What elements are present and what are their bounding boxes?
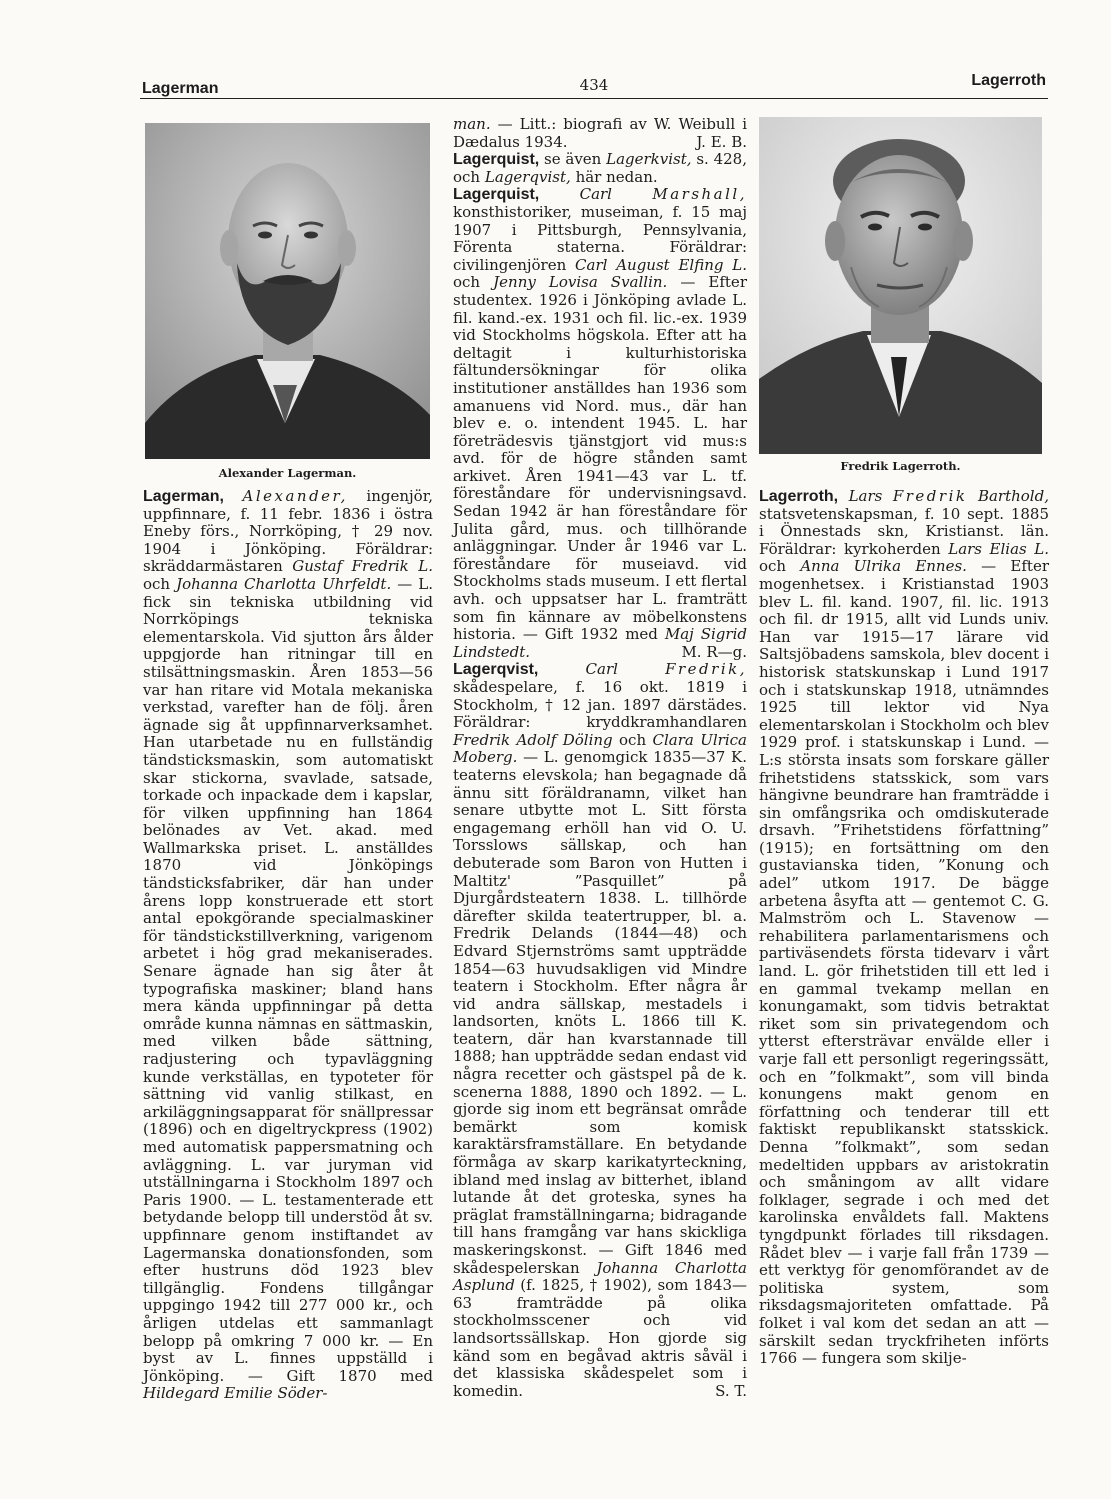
entry-text: s. 428, och [453, 150, 747, 186]
entry-text: här nedan. [570, 167, 658, 186]
entry-lagerroth-fredrik [759, 488, 1049, 1368]
running-head-right: Lagerroth [971, 72, 1046, 89]
portrait-image [759, 117, 1042, 454]
headword: Lagerman, [143, 488, 224, 505]
headword: Lagerroth, [759, 488, 839, 505]
headword: Lagerqvist, [453, 661, 539, 679]
portrait-fredrik-lagerroth [759, 117, 1042, 454]
entry-text-italic: Lagerkvist, [606, 150, 692, 169]
entry-text: (f. 1825, † 1902), som 1843—63 framträdde på olika stockholmsscener och vid landsortssällskap. Hon gjorde sig känd som en begåvad aktris såväl i det klassiska skådespelet som i komedin. [453, 1276, 747, 1400]
text-column-left [143, 488, 433, 1403]
author-signature: S. T. [715, 1381, 747, 1400]
given-name: Carl [585, 660, 618, 679]
entry-text-italic: Hildegard Emilie Söder- [143, 1384, 328, 1403]
entry-text: och [143, 574, 177, 593]
text-column-right [759, 488, 1049, 1368]
entry-text-italic: Anna Ulrika Ennes. [800, 557, 967, 576]
entry-text: — Efter studentex. 1926 i Jönköping avlade L. fil. kand.-ex. 1931 och fil. lic.-ex. 1939 vid Stockholms högskola. Efter att ha deltagit i kulturhistoriska fältundersökningar för olika institutioner anställdes han 1936 som amanuens vid Nord. mus., där han blev e. o. intendent 1945. L. har företrädesvis tjänstgjort vid mus:s avd. för de högre stånden samt arkivet. Åren 1941—43 var L. tf. föreståndare för undervisningsavd. Sedan 1942 är han föreståndare för Julita gård, mus. och tillhörande anläggningar. Under år 1946 var L. föreståndare för museiavd. vid Stockholms stads museum. I ett flertal avh. och uppsatser har L. framträtt som fin kännare av möbelkonstens historia. — Gift 1932 med [453, 273, 747, 644]
entry-text-italic: Jenny Lovisa Svallin. [493, 273, 668, 292]
entry-text-italic: man. [453, 115, 491, 133]
entry-text: — L. fick sin tekniska utbildning vid Norrköpings tekniska elementarskola. Vid sjutton års ålder uppgjorde han ritningar till en stilsättningsmaskin. Åren 1853—56 var han ritare vid Motala mekaniska verkstad, varefter han de följ. åren ägnade sig åt uppfinnarverksamhet. Han utarbetade nu en fullständig tändsticksmaskin, som automatiskt skar stickorna, svavlade, satsade, torkade och inpackade dem i kapslar, för vilken uppfinning han 1864 belönades av Vet. akad. med Wallmarkska priset. L. anställdes 1870 vid Jönköpings tändsticksfabriker, där han under årens lopp konstruerade ett stort antal epokgörande specialmaskiner för tändstickstillverkning, varigenom arbetet i hög grad mekaniserades. Senare ägnade han sig åter åt typografiska maskiner; bland hans mera kända uppfinningar på detta område kunna nämnas en sättmaskin, med vilken både sättning, radjustering och typavläggning kunde verkställas, en typoteter för sättning vid vanlig stilkast, en arkiläggningsapparat för snällpressar (1896) och en digeltryckpress (1902) med automatisk pappersmatning och avläggning. L. var juryman vid utställningarna i Stockholm 1897 och Paris 1900. — L. testamenterade ett betydande belopp till understöd åt sv. uppfinnare genom instiftandet av Lagermanska donationsfonden, som efter hustruns död 1923 blev tillgänglig. Fondens tillgångar uppgingo 1942 till 277 000 kr., och årligen utdelas ett sammanlagt belopp på omkring 7 000 kr. — En byst av L. finnes uppställd i Jönköping. — Gift 1870 med [143, 574, 433, 1385]
caption-fredrik-lagerroth: Fredrik Lagerroth. [840, 459, 961, 473]
page-header [140, 68, 1048, 99]
text-column-middle [453, 116, 747, 1400]
entry-lagerman-continued [453, 116, 747, 151]
entry-text-italic: Gustaf Fredrik L. [292, 557, 434, 576]
given-name: Carl [579, 185, 612, 204]
entry-text: skådespelare, f. 16 okt. 1819 i Stockholm, † 12 jan. 1897 därstädes. Föräldrar: kryddkramhandlaren [453, 678, 747, 732]
entry-text: statsvetenskapsman, f. 10 sept. 1885 i Önnestads skn, Kristianst. län. Föräldrar: kyrkoherden [759, 504, 1049, 558]
entry-lagerqvist-carl-fredrik [453, 661, 747, 1400]
caption-alexander-lagerman: Alexander Lagerman. [218, 466, 357, 480]
author-signature: M. R—g. [681, 642, 747, 661]
entry-text: och [612, 730, 653, 749]
entry-text: — Litt.: biografi av W. Weibull i Dædalus 1934. [453, 115, 747, 151]
entry-text: och [759, 557, 801, 576]
entry-text: ingenjör, uppfinnare, f. 11 febr. 1836 i östra Eneby förs., Norrköping, † 29 nov. 1904 i Jönköping. Föräldrar: skräddarmästaren [143, 487, 433, 576]
entry-text: se även [539, 150, 607, 169]
entry-text-italic: Johanna Charlotta Asplund [453, 1258, 747, 1295]
entry-text-italic: Johanna Charlotta Uhrfeldt. [176, 574, 392, 593]
portrait-image [145, 123, 430, 459]
entry-text-italic: Clara Ulrica Moberg. [453, 730, 747, 767]
entry-lagerquist-carl-marshall [453, 186, 747, 661]
entry-text: konsthistoriker, museiman, f. 15 maj 1907 i Pittsburgh, Pennsylvania, Förenta staterna. Föräldrar: civilingenjören [453, 202, 747, 274]
headword: Lagerquist, [453, 151, 540, 169]
running-head-left: Lagerman [142, 80, 219, 97]
given-name: Lars [848, 487, 883, 505]
entry-text: — L. genomgick 1835—37 K. teaterns elevskola; han begagnade då ännu sitt föräldranamn, vilket han senare utbytte mot L. Sitt första engagemang erhöll han vid O. U. Torsslows sällskap, och han debuterade som Baron von Hutten i Maltitz' ”Pasquillet” på Djurgårdsteatern 1838. L. tillhörde därefter skilda teatertrupper, bl. a. Fredrik Delands (1844—48) och Edvard Stjernströms samt uppträdde 1854—63 huvudsakligen vid Mindre teatern i Stockholm. Efter några år vid andra sällskap, mestadels i landsorten, knöts L. 1866 till K. teatern, där han kvarstannade till 1888; han uppträdde sedan endast vid några recetter och gästspel på de k. scenerna 1888, 1890 och 1892. — L. gjorde sig inom ett begränsat område bemärkt som komisk karaktärsframställare. En betydande förmåga av skarp karikatyrteckning, ibland med inslag av bitterhet, ibland lutande åt det groteska, synes ha präglat framställningarna; bidragande till hans framgång var hans skickliga maskeringskonst. — Gift 1846 med skådespelerskan [453, 748, 747, 1277]
entry-text-italic: Maj Sigrid Lindstedt. [453, 625, 747, 661]
entry-text-italic: Carl August Elfing L. [575, 255, 747, 274]
entry-text-italic: Lars Elias L. [948, 539, 1049, 558]
entry-text: och [453, 273, 494, 292]
given-name: Barthold, [977, 487, 1049, 505]
given-name: Marshall, [652, 185, 747, 204]
given-name: Fredrik [892, 487, 968, 505]
author-signature: J. E. B. [696, 132, 747, 151]
headword: Lagerquist, [453, 186, 540, 204]
entry-text-italic: Lagerqvist, [484, 167, 571, 186]
page-number: 434 [579, 76, 609, 94]
entry-lagerman-alexander [143, 488, 433, 1403]
entry-lagerquist-crossref [453, 151, 747, 186]
portrait-alexander-lagerman [145, 123, 430, 459]
entry-text: — Efter mogenhetsex. i Kristianstad 1903 blev L. fil. kand. 1907, fil. lic. 1913 och fil. dr 1915, allt vid Lunds univ. Han var 1915—17 lärare vid Saltsjöbadens samskola, blev docent i historisk statskunskap i Lund 1917 och i statskunskap 1918, utnämndes 1925 till lektor vid Nya elementarskolan i Stockholm och blev 1929 prof. i statskunskap i Lund. — L:s största insats som forskare gäller frihetstidens statsskick, som vars hängivne beundrare han framträdde i sin omfångsrika och omdiskuterade drsavh. ”Frihetstidens författning” (1915); en fortsättning om den gustavianska tiden, ”Konung och adel” utkom 1917. De bägge arbetena åsyfta att — gentemot C. G. Malmström och L. Stavenow — rehabilitera parlamentarismens och partiväsendets första tidevarv i vårt land. L. gör frihetstiden till ett led i en gammal tvekamp mellan en konungamakt, som tidvis betraktat riket som sin privategendom och ytterst eftersträvar envälde eller i varje fall ett personligt regeringssätt, och en ”folkmakt”, som vill binda konungens makt genom en författning och tenderar till ett faktiskt republikanskt statsskick. Denna ”folkmakt”, som sedan medeltiden uppbars av aristokratin och småningom av allt vidare folklager, segrade i och med det karolinska envåldets fall. Maktens tyngdpunkt förlades till riksdagen. Rådet blev — i varje fall från 1739 — ett verktyg för genomförandet av de politiska system, som riksdagsmajoriteten omfattade. På folket i val kom det sedan an att — särskilt sedan tryckfriheten införts 1766 — fungera som skilje- [759, 557, 1049, 1368]
entry-text-italic: Fredrik Adolf Döling [453, 730, 613, 749]
given-name: Fredrik, [665, 660, 747, 679]
given-name: Alexander, [242, 487, 348, 505]
